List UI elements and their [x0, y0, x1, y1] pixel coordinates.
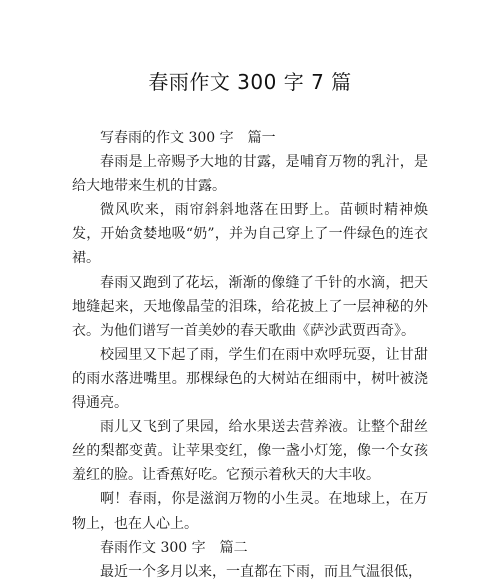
paragraph: 啊！春雨，你是滋润万物的小生灵。在地球上，在万物上，也在人心上。: [72, 491, 428, 532]
section-heading-1: 写春雨的作文 300 字 篇一: [100, 130, 276, 146]
document-title: 春雨作文 300 字 7 篇: [148, 70, 352, 94]
paragraph: 春雨是上帝赐予大地的甘露，是哺育万物的乳汁，是给大地带来生机的甘露。: [72, 154, 428, 195]
paragraph: 微风吹来，雨帘斜斜地落在田野上。苗顿时精神焕发，开始贪婪地吸“奶”，并为自己穿上了一件绿色的连衣裙。: [72, 202, 428, 267]
section-heading-2: 春雨作文 300 字 篇二: [100, 539, 248, 556]
paragraph: 校园里又下起了雨，学生们在雨中欢呼玩耍，让甘甜的雨水落进嘴里。那棵绿色的大树站在细雨中，树叶被浇得通亮。: [72, 346, 428, 412]
paragraph: 最近一个多月以来，一直都在下雨，而且气温很低，: [100, 563, 422, 580]
paragraph: 雨儿又飞到了果园，给水果送去营养液。让整个甜丝丝的梨都变黄。让苹果变红，像一盏小灯笼，像一个女孩羞红的脸。让香蕉好吃。它预示着秋天的大丰收。: [72, 419, 428, 484]
paragraph: 春雨又跑到了花坛，渐渐的像缝了千针的水滴，把天地缝起来，天地像晶莹的泪珠，给花披上了一层神秘的外衣。为他们谱写一首美妙的春天歌曲《萨沙武贾西奇》。: [72, 274, 428, 339]
document-body: [72, 126, 428, 584]
